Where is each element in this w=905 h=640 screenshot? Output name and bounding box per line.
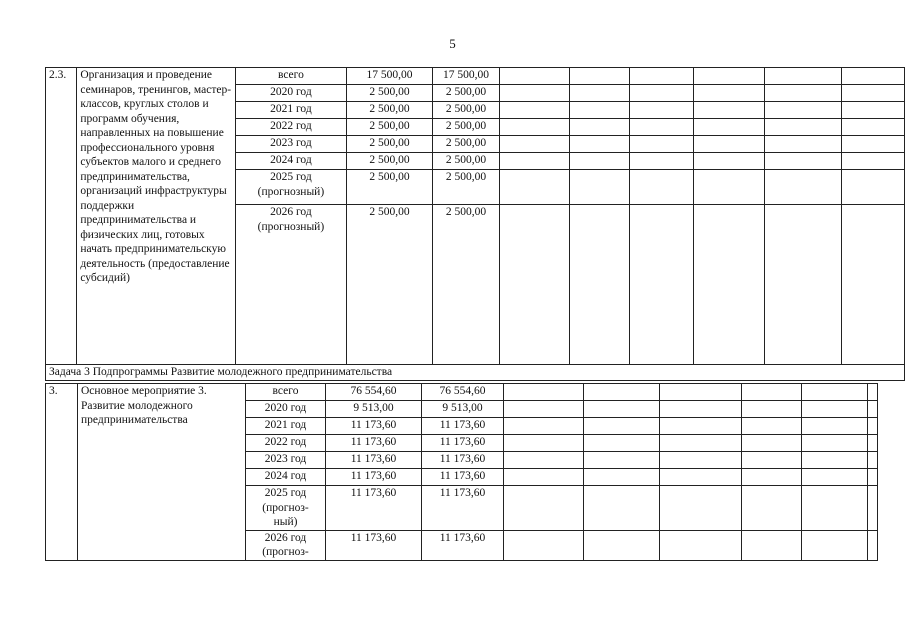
empty-cell	[764, 102, 842, 119]
empty-cell	[694, 102, 764, 119]
empty-cell	[584, 452, 660, 469]
empty-cell	[584, 435, 660, 452]
row-number: 3.	[46, 384, 78, 561]
empty-cell	[500, 85, 570, 102]
empty-cell	[629, 153, 694, 170]
program-table-part-1	[45, 67, 905, 381]
value-cell: 11 173,60	[422, 530, 504, 560]
empty-cell	[764, 170, 842, 205]
value-cell: 17 500,00	[347, 68, 433, 85]
empty-cell	[868, 401, 878, 418]
program-table-part-2	[45, 383, 878, 561]
value-cell: 11 173,60	[422, 452, 504, 469]
value-cell: 11 173,60	[326, 486, 422, 531]
empty-cell	[842, 102, 905, 119]
empty-cell	[868, 530, 878, 560]
section-2-3-body	[46, 68, 905, 365]
empty-cell	[500, 170, 570, 205]
empty-cell	[500, 119, 570, 136]
empty-cell	[742, 486, 802, 531]
period-cell: 2021 год	[246, 418, 326, 435]
empty-cell	[694, 68, 764, 85]
empty-cell	[802, 384, 868, 401]
value-cell: 2 500,00	[432, 170, 499, 205]
value-cell: 11 173,60	[326, 418, 422, 435]
empty-cell	[584, 401, 660, 418]
period-cell: 2020 год	[235, 85, 347, 102]
period-cell: 2026 год (прогноз-	[246, 530, 326, 560]
empty-cell	[570, 153, 629, 170]
empty-cell	[802, 469, 868, 486]
empty-cell	[504, 530, 584, 560]
period-cell: 2025 год (прогнозный)	[235, 170, 347, 205]
empty-cell	[842, 153, 905, 170]
period-cell: 2022 год	[246, 435, 326, 452]
empty-cell	[504, 452, 584, 469]
value-cell: 2 500,00	[432, 136, 499, 153]
value-cell: 2 500,00	[432, 119, 499, 136]
empty-cell	[584, 384, 660, 401]
value-cell: 11 173,60	[326, 452, 422, 469]
empty-cell	[842, 119, 905, 136]
empty-cell	[629, 68, 694, 85]
period-cell: 2025 год (прогноз-ный)	[246, 486, 326, 531]
value-cell: 9 513,00	[422, 401, 504, 418]
empty-cell	[764, 85, 842, 102]
value-cell: 2 500,00	[347, 205, 433, 365]
empty-cell	[504, 384, 584, 401]
empty-cell	[584, 469, 660, 486]
table-row	[46, 68, 905, 85]
empty-cell	[584, 486, 660, 531]
empty-cell	[660, 486, 742, 531]
empty-cell	[764, 136, 842, 153]
page-number: 5	[449, 36, 456, 51]
empty-cell	[868, 418, 878, 435]
empty-cell	[868, 452, 878, 469]
empty-cell	[584, 530, 660, 560]
period-cell: 2021 год	[235, 102, 347, 119]
empty-cell	[742, 435, 802, 452]
empty-cell	[802, 418, 868, 435]
empty-cell	[694, 205, 764, 365]
value-cell: 2 500,00	[347, 170, 433, 205]
value-cell: 2 500,00	[347, 119, 433, 136]
period-cell: 2022 год	[235, 119, 347, 136]
empty-cell	[764, 153, 842, 170]
empty-cell	[570, 136, 629, 153]
period-cell: 2023 год	[235, 136, 347, 153]
value-cell: 9 513,00	[326, 401, 422, 418]
empty-cell	[500, 68, 570, 85]
empty-cell	[660, 469, 742, 486]
empty-cell	[764, 68, 842, 85]
empty-cell	[764, 205, 842, 365]
period-cell: 2024 год	[235, 153, 347, 170]
empty-cell	[629, 170, 694, 205]
empty-cell	[842, 136, 905, 153]
empty-cell	[868, 384, 878, 401]
empty-cell	[570, 85, 629, 102]
empty-cell	[842, 205, 905, 365]
row-number: 2.3.	[46, 68, 77, 365]
empty-cell	[802, 530, 868, 560]
empty-cell	[742, 384, 802, 401]
value-cell: 76 554,60	[422, 384, 504, 401]
empty-cell	[742, 530, 802, 560]
empty-cell	[802, 401, 868, 418]
empty-cell	[842, 68, 905, 85]
empty-cell	[660, 401, 742, 418]
empty-cell	[764, 119, 842, 136]
task-row	[46, 365, 905, 381]
empty-cell	[694, 85, 764, 102]
empty-cell	[660, 384, 742, 401]
empty-cell	[500, 102, 570, 119]
empty-cell	[694, 170, 764, 205]
empty-cell	[500, 205, 570, 365]
period-cell: всего	[246, 384, 326, 401]
value-cell: 11 173,60	[326, 435, 422, 452]
empty-cell	[868, 486, 878, 531]
empty-cell	[842, 85, 905, 102]
empty-cell	[842, 170, 905, 205]
value-cell: 2 500,00	[347, 153, 433, 170]
empty-cell	[742, 469, 802, 486]
empty-cell	[660, 452, 742, 469]
empty-cell	[742, 452, 802, 469]
period-cell: 2020 год	[246, 401, 326, 418]
activity-name: Основное мероприятие 3. Развитие молодежного предпринимательства	[78, 384, 246, 561]
value-cell: 2 500,00	[432, 205, 499, 365]
section-3-body	[46, 384, 878, 561]
empty-cell	[570, 68, 629, 85]
empty-cell	[570, 102, 629, 119]
value-cell: 2 500,00	[432, 153, 499, 170]
period-cell: 2023 год	[246, 452, 326, 469]
empty-cell	[629, 119, 694, 136]
value-cell: 11 173,60	[422, 469, 504, 486]
empty-cell	[694, 136, 764, 153]
empty-cell	[868, 435, 878, 452]
empty-cell	[660, 418, 742, 435]
empty-cell	[629, 85, 694, 102]
value-cell: 11 173,60	[326, 469, 422, 486]
value-cell: 11 173,60	[422, 435, 504, 452]
value-cell: 11 173,60	[422, 418, 504, 435]
task-title: Задача 3 Подпрограммы Развитие молодежного предпринимательства	[46, 365, 905, 381]
empty-cell	[660, 435, 742, 452]
empty-cell	[504, 469, 584, 486]
table-row	[46, 384, 878, 401]
empty-cell	[500, 136, 570, 153]
value-cell: 2 500,00	[432, 102, 499, 119]
empty-cell	[500, 153, 570, 170]
empty-cell	[504, 401, 584, 418]
empty-cell	[570, 205, 629, 365]
value-cell: 2 500,00	[347, 136, 433, 153]
period-cell: всего	[235, 68, 347, 85]
empty-cell	[742, 418, 802, 435]
value-cell: 2 500,00	[432, 85, 499, 102]
empty-cell	[742, 401, 802, 418]
empty-cell	[629, 102, 694, 119]
empty-cell	[504, 486, 584, 531]
empty-cell	[629, 205, 694, 365]
empty-cell	[504, 418, 584, 435]
empty-cell	[802, 452, 868, 469]
empty-cell	[694, 119, 764, 136]
value-cell: 2 500,00	[347, 102, 433, 119]
period-cell: 2024 год	[246, 469, 326, 486]
empty-cell	[570, 170, 629, 205]
empty-cell	[570, 119, 629, 136]
period-cell: 2026 год (прогнозный)	[235, 205, 347, 365]
empty-cell	[802, 486, 868, 531]
value-cell: 2 500,00	[347, 85, 433, 102]
empty-cell	[504, 435, 584, 452]
empty-cell	[868, 469, 878, 486]
empty-cell	[694, 153, 764, 170]
value-cell: 11 173,60	[422, 486, 504, 531]
empty-cell	[660, 530, 742, 560]
value-cell: 76 554,60	[326, 384, 422, 401]
activity-name: Организация и проведение семинаров, тренингов, мастер-классов, круглых столов и программ обучения, направленных на повышение профессионального уровня субъектов малого и среднего предпринимательства, организаций инфраструктуры поддержки предпринимательства и физических лиц, готовых начать предпринимательскую деятельность (предоставление субсидий)	[77, 68, 235, 365]
empty-cell	[629, 136, 694, 153]
value-cell: 11 173,60	[326, 530, 422, 560]
value-cell: 17 500,00	[432, 68, 499, 85]
empty-cell	[584, 418, 660, 435]
empty-cell	[802, 435, 868, 452]
